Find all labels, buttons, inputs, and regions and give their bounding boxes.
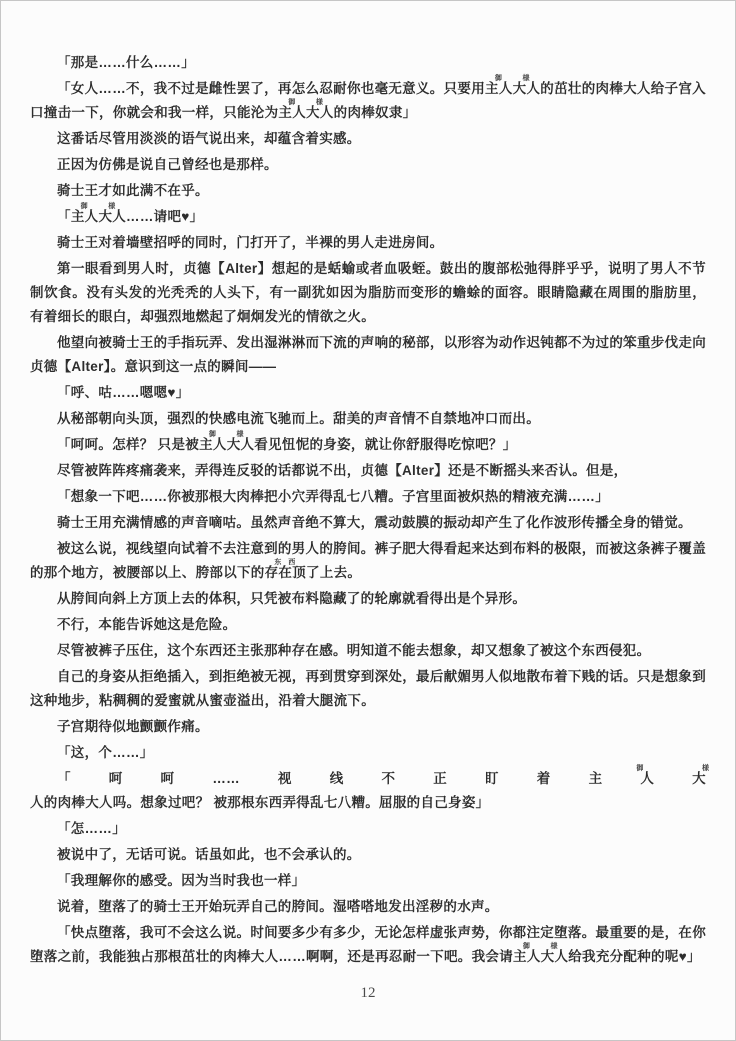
paragraph: 正因为仿佛是说自己曾经也是那样。 bbox=[57, 157, 278, 172]
paragraph: 「我理解你的感受。因为当时我也一样」 bbox=[57, 873, 306, 888]
paragraph: 他望向被骑士王的手指玩弄、发出湿淋淋而下流的声响的秘部，以形容为动作迟钝都不为过的笨重步伐走向贞德【Alter】。意识到这一点的瞬间—— bbox=[30, 335, 706, 374]
paragraph: 这番话尽管用淡淡的语气说出来，却蕴含着实感。 bbox=[57, 131, 361, 146]
paragraph: 第一眼看到男人时，贞德【Alter】想起的是蛞蝓或者血吸蛭。鼓出的腹部松弛得胖乎乎，说明了男人不节制饮食。没有头发的光秃秃的人头下，有一副犹如因为脂肪而变形的蟾蜍的面容。眼睛隐藏在周围的脂肪里，有着细长的眼白，却强烈地燃起了炯炯发光的情欲之火。 bbox=[30, 261, 706, 324]
ruby-annotated-char: 西 在 bbox=[278, 559, 296, 580]
paragraph: 骑士王对着墙壁招呼的同时，门打开了，半裸的男人走进房间。 bbox=[57, 235, 444, 250]
paragraph: 不行，本能告诉她这是危险。 bbox=[57, 617, 237, 632]
paragraph: 自己的身姿从拒绝插入，到拒绝被无视，再到贯穿到深处，最后献媚男人似地散布着下贱的话。只是想象到这种地步，粘稠稠的爱蜜就从蜜壶溢出，沿着大腿流下。 bbox=[30, 669, 706, 708]
paragraph: 从秘部朝向头顶，强烈的快感电流飞驰而上。甜美的声音情不自禁地冲口而出。 bbox=[57, 411, 540, 426]
paragraph: 子宫期待似地颤颤作痛。 bbox=[57, 719, 209, 734]
ruby-annotated-char: 様 大 bbox=[512, 75, 530, 96]
paragraph: 「呼、咕……嗯嗯♥」 bbox=[57, 385, 190, 400]
paragraph: 尽管被裤子压住，这个东西还主张那种存在感。明知道不能去想象，却又想象了被这个东西侵犯。 bbox=[57, 643, 651, 658]
ruby-annotated-char: 様 大 bbox=[540, 943, 558, 964]
ruby-annotated-char: 様 大 bbox=[306, 99, 323, 120]
ruby-annotated-char: 御 主 bbox=[485, 75, 502, 96]
paragraph: 说着，堕落了的骑士王开始玩弄自己的胯间。湿嗒嗒地发出淫秽的水声。 bbox=[57, 899, 499, 914]
ruby-annotated-char: 御 主 bbox=[278, 99, 296, 120]
paragraph: 「呵呵。怎样？ 只是被 御 主人 様 大人看见忸怩的身姿，就让你舒服得吃惊吧？」 bbox=[57, 431, 517, 452]
paragraph: 「快点堕落，我可不会这么说。时间要多少有多少，无论怎样虚张声势，你都注定堕落。最重要的是，在你堕落之前，我能独占那根茁壮的肉棒大人……啊啊，还是再忍耐一下吧。我会请 御 主人 様 大人给我充分配种的呢♥」 bbox=[30, 925, 706, 964]
ruby-annotated-char: 御 主 bbox=[70, 203, 88, 224]
paragraph: 「呵呵……视线不正盯着 御 主人 様 大人的肉棒大人吗。想象过吧？ 被那根东西弄得乱七八糟。屈服的自己身姿」 bbox=[30, 765, 709, 810]
paragraph: 「这，个……」 bbox=[57, 745, 154, 760]
paragraph: 「怎……」 bbox=[57, 821, 126, 836]
paragraph: 骑士王用充满情感的声音嘀咕。虽然声音绝不算大，震动鼓膜的振动却产生了化作波形传播全身的错觉。 bbox=[57, 515, 692, 530]
paragraph: 「那是……什么……」 bbox=[57, 55, 195, 70]
paragraph: 从胯间向斜上方顶上去的体积，只凭被布料隐藏了的轮廓就看得出是个异形。 bbox=[57, 591, 527, 606]
ruby-annotated-char: 御 主 bbox=[513, 943, 530, 964]
ruby-annotated-char: 様 大 bbox=[98, 203, 116, 224]
paragraph: 尽管被阵阵疼痛袭来，弄得连反驳的话都说不出，贞德【Alter】还是不断摇头来否认。但是， bbox=[57, 463, 628, 478]
paragraph: 「想象一下吧……你被那根大肉棒把小穴弄得乱七八糟。子宫里面被炽热的精液充满……」 bbox=[57, 489, 609, 504]
paragraph: 「女人……不，我不过是雌性罢了，再怎么忍耐你也毫无意义。只要用 御 主人 様 大人的茁壮的肉棒大人给子宫入口撞击一下，你就会和我一样，只能沦为 御 主人 様 大人的肉棒奴隶」 bbox=[30, 75, 706, 120]
paragraph: 「 御 主人 様 大人……请吧♥」 bbox=[57, 203, 204, 224]
ruby-annotated-char: 东 存 bbox=[264, 559, 282, 580]
page-number: 12 bbox=[360, 985, 376, 1001]
ruby-annotated-char: 様 大 bbox=[226, 431, 244, 452]
ruby-annotated-char: 御 主 bbox=[588, 765, 644, 786]
ruby-annotated-char: 様 大 bbox=[692, 765, 709, 786]
page-body bbox=[1, 1, 735, 969]
ruby-annotated-char: 御 主 bbox=[199, 431, 216, 452]
paragraph: 骑士王才如此满不在乎。 bbox=[57, 183, 209, 198]
paragraph: 被说中了，无话可说。话虽如此，也不会承认的。 bbox=[57, 847, 361, 862]
paragraph: 被这么说，视线望向试着不去注意到的男人的胯间。裤子肥大得看起来达到布料的极限，而被这条裤子覆盖的那个地方，被腰部以上、胯部以下的 东 存 西 在顶了上去。 bbox=[30, 541, 706, 580]
